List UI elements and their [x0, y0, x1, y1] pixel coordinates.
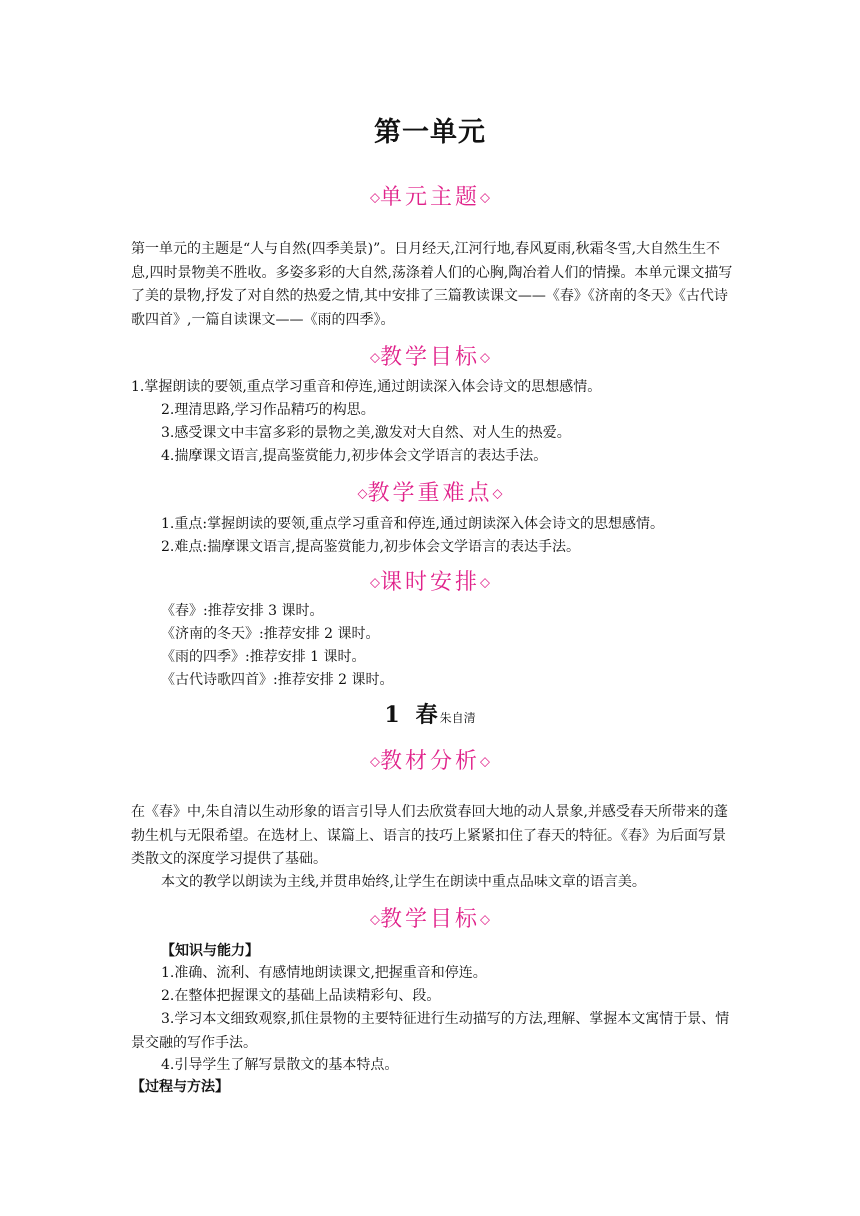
schedule-item: 《雨的四季》:推荐安排 1 课时。 — [161, 649, 366, 665]
unit-title: 第一单元 — [374, 117, 486, 148]
diamond-icon: ◇ — [369, 912, 380, 928]
schedule-item: 《古代诗歌四首》:推荐安排 2 课时。 — [161, 672, 394, 688]
diamond-icon: ◇ — [369, 754, 380, 770]
section-heading-goals: ◇教学目标◇ — [369, 345, 490, 370]
key-point-item: 1.重点:掌握朗读的要领,重点学习重音和停连,通过朗读深入体会诗文的思想感情。 — [161, 516, 664, 532]
section-heading-analysis: ◇教材分析◇ — [369, 749, 490, 774]
analysis-paragraph: 本文的教学以朗读为主线,并贯串始终,让学生在朗读中重点品味文章的语言美。 — [161, 874, 646, 890]
goal-item: 4.揣摩课文语言,提高鉴赏能力,初步体会文学语言的表达手法。 — [161, 448, 548, 464]
knowledge-item: 4.引导学生了解写景散文的基本特点。 — [161, 1057, 399, 1073]
analysis-paragraph: 在《春》中,朱自清以生动形象的语言引导人们去欣赏春回大地的动人景象,并感受春天所带来的蓬勃生机与无限希望。在选材上、谋篇上、语言的技巧上紧紧扣住了春天的特征。《春》为后面写景类散文的深度学习提供了基础。 — [131, 804, 728, 867]
lesson-title — [0, 698, 860, 729]
knowledge-item: 2.在整体把握课文的基础上品读精彩句、段。 — [161, 988, 441, 1004]
goal-item: 1.掌握朗读的要领,重点学习重音和停连,通过朗读深入体会诗文的思想感情。 — [131, 379, 602, 395]
knowledge-label: 【知识与能力】 — [161, 943, 259, 959]
lesson-name: 春 — [415, 703, 438, 728]
process-label: 【过程与方法】 — [131, 1079, 229, 1095]
diamond-icon: ◇ — [480, 350, 490, 366]
diamond-icon: ◇ — [480, 754, 490, 770]
section-heading-goals-lesson: ◇教学目标◇ — [369, 907, 490, 932]
diamond-icon: ◇ — [369, 575, 380, 591]
section-heading-schedule: ◇课时安排◇ — [369, 570, 490, 595]
diamond-icon: ◇ — [480, 190, 490, 206]
knowledge-item: 3.学习本文细致观察,抓住景物的主要特征进行生动描写的方法,理解、掌握本文寓情于景、情景交融的写作手法。 — [131, 1011, 730, 1051]
diamond-icon: ◇ — [369, 350, 380, 366]
diamond-icon: ◇ — [480, 912, 490, 928]
key-point-item: 2.难点:揣摩课文语言,提高鉴赏能力,初步体会文学语言的表达手法。 — [161, 539, 580, 555]
diamond-icon: ◇ — [369, 190, 380, 206]
goal-item: 2.理清思路,学习作品精巧的构思。 — [161, 402, 375, 418]
section-heading-key-points: ◇教学重难点◇ — [357, 481, 503, 506]
diamond-icon: ◇ — [480, 575, 490, 591]
schedule-item: 《济南的冬天》:推荐安排 2 课时。 — [161, 626, 380, 642]
knowledge-item: 1.准确、流利、有感情地朗读课文,把握重音和停连。 — [161, 965, 487, 981]
goal-item: 3.感受课文中丰富多彩的景物之美,激发对大自然、对人生的热爱。 — [161, 425, 571, 441]
lesson-number: 1 — [384, 702, 400, 728]
lesson-author: 朱自清 — [439, 711, 476, 725]
schedule-item: 《春》:推荐安排 3 课时。 — [161, 603, 324, 619]
diamond-icon: ◇ — [357, 486, 368, 502]
theme-paragraph: 第一单元的主题是“人与自然(四季美景)”。日月经天,江河行地,春风夏雨,秋霜冬雪,大自然生生不息,四时景物美不胜收。多姿多彩的大自然,荡涤着人们的心胸,陶冶着人们的情操。本单元课文描写了美的景物,抒发了对自然的热爱之情,其中安排了三篇教读课文——《春》《济南的冬天》《古代诗歌四首》,一篇自读课文——《雨的四季》。 — [131, 241, 733, 328]
diamond-icon: ◇ — [492, 486, 503, 502]
section-heading-theme: ◇单元主题◇ — [369, 185, 490, 210]
